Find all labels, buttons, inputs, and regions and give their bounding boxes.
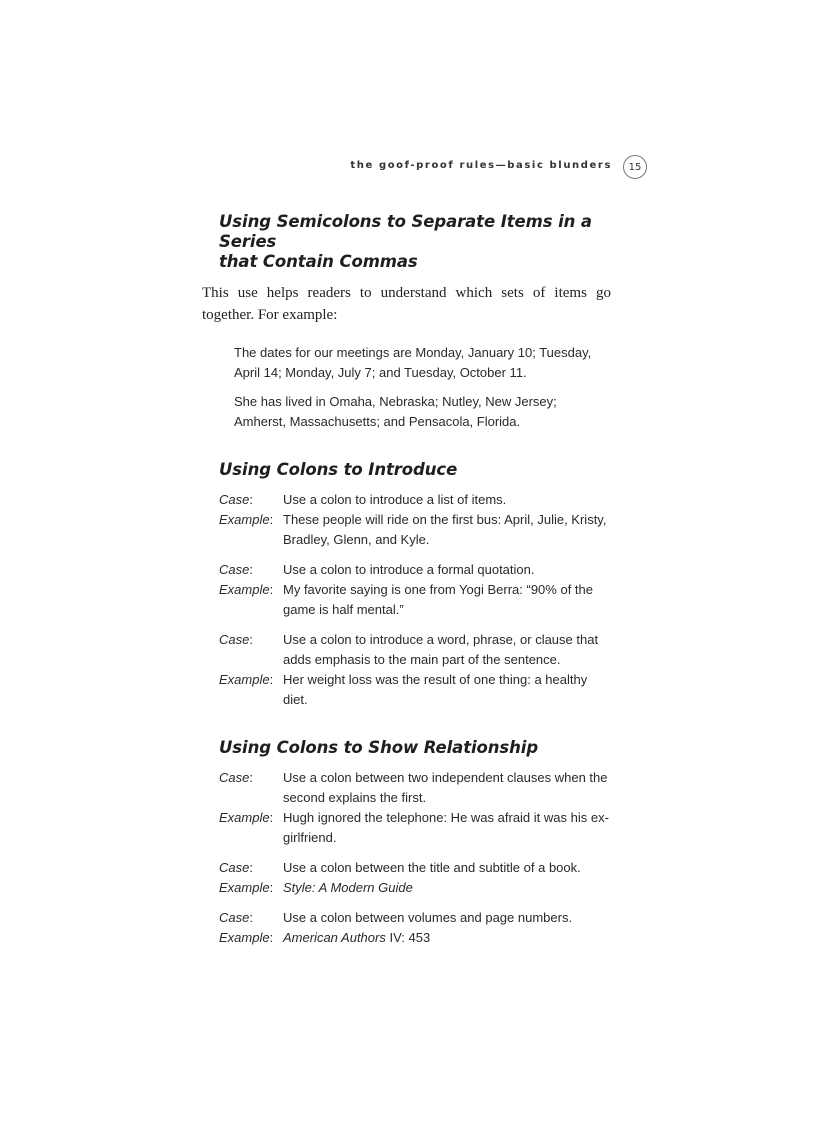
case-example-pair bbox=[219, 630, 611, 710]
case-row bbox=[219, 858, 611, 878]
example-row bbox=[219, 808, 611, 848]
case-example-pair bbox=[219, 768, 611, 848]
section-colons-introduce bbox=[202, 460, 611, 710]
example-text: Her weight loss was the result of one thing: a healthy diet. bbox=[283, 672, 588, 707]
case-text: Use a colon between two independent clauses when the second explains the first. bbox=[283, 770, 608, 805]
page-number: 15 bbox=[623, 155, 647, 179]
case-text: Use a colon to introduce a list of items. bbox=[283, 492, 507, 507]
example-row bbox=[219, 510, 611, 550]
example-label: Example bbox=[219, 880, 270, 895]
case-row bbox=[219, 560, 611, 580]
case-example-list bbox=[219, 768, 611, 948]
case-example-pair bbox=[219, 560, 611, 620]
case-label: Case bbox=[219, 770, 250, 785]
example-row bbox=[219, 670, 611, 710]
example-sentence: The dates for our meetings are Monday, January 10; Tuesday, April 14; Monday, July 7; and Tuesday, October 11. bbox=[234, 345, 592, 380]
case-example-pair bbox=[219, 908, 611, 948]
case-label: Case bbox=[219, 562, 250, 577]
section-heading-colons-introduce: Using Colons to Introduce bbox=[219, 460, 458, 479]
example-label: Example bbox=[219, 672, 270, 687]
example-label: Example bbox=[219, 512, 270, 527]
label-colon: : bbox=[249, 770, 253, 785]
case-label: Case bbox=[219, 492, 250, 507]
example-row bbox=[219, 928, 611, 948]
case-row bbox=[219, 490, 611, 510]
label-colon: : bbox=[249, 562, 253, 577]
example-text: Hugh ignored the telephone: He was afraid it was his ex-girlfriend. bbox=[283, 810, 609, 845]
example-row bbox=[219, 878, 611, 898]
example-label: Example bbox=[219, 810, 270, 825]
case-text: Use a colon to introduce a formal quotation. bbox=[283, 562, 535, 577]
example-sentence: She has lived in Omaha, Nebraska; Nutley, New Jersey; Amherst, Massachusetts; and Pensacola, Florida. bbox=[234, 394, 557, 429]
label-colon: : bbox=[269, 512, 274, 527]
case-example-pair bbox=[219, 490, 611, 550]
label-colon: : bbox=[249, 910, 253, 925]
label-colon: : bbox=[269, 880, 274, 895]
case-row bbox=[219, 768, 611, 808]
running-head: the goof-proof rules—basic blunders bbox=[350, 160, 612, 171]
intro-paragraph: This use helps readers to understand which sets of items go together. For example: bbox=[202, 285, 611, 323]
case-label: Case bbox=[219, 860, 250, 875]
example-text: These people will ride on the first bus: April, Julie, Kristy, Bradley, Glenn, and Kyle. bbox=[283, 512, 607, 547]
section-heading-line-1: Using Semicolons to Separate Items in a Series bbox=[219, 212, 592, 251]
book-title: American Authors bbox=[283, 930, 386, 945]
label-colon: : bbox=[269, 810, 274, 825]
volume-page: IV: 453 bbox=[385, 930, 431, 945]
label-colon: : bbox=[269, 582, 274, 597]
page-content bbox=[202, 212, 611, 958]
example-block bbox=[234, 343, 611, 432]
example-label: Example bbox=[219, 582, 270, 597]
label-colon: : bbox=[269, 672, 274, 687]
example-text: My favorite saying is one from Yogi Berra: “90% of the game is half mental.” bbox=[283, 582, 593, 617]
label-colon: : bbox=[249, 492, 253, 507]
case-text: Use a colon between the title and subtitle of a book. bbox=[283, 860, 581, 875]
section-heading-colons-relationship: Using Colons to Show Relationship bbox=[219, 738, 539, 757]
label-colon: : bbox=[269, 930, 274, 945]
case-row bbox=[219, 630, 611, 670]
label-colon: : bbox=[249, 860, 253, 875]
example-text bbox=[283, 928, 611, 948]
label-colon: : bbox=[249, 632, 253, 647]
example-label: Example bbox=[219, 930, 270, 945]
section-colons-relationship bbox=[202, 738, 611, 948]
case-label: Case bbox=[219, 632, 250, 647]
section-heading-semicolons bbox=[219, 212, 611, 272]
case-example-pair bbox=[219, 858, 611, 898]
section-heading-line-2: that Contain Commas bbox=[219, 252, 418, 271]
example-text: Style: A Modern Guide bbox=[283, 880, 413, 895]
case-text: Use a colon to introduce a word, phrase, or clause that adds emphasis to the main part of the sentence. bbox=[283, 632, 599, 667]
case-example-list bbox=[219, 490, 611, 710]
case-text: Use a colon between volumes and page numbers. bbox=[283, 910, 573, 925]
case-label: Case bbox=[219, 910, 250, 925]
case-row bbox=[219, 908, 611, 928]
example-row bbox=[219, 580, 611, 620]
